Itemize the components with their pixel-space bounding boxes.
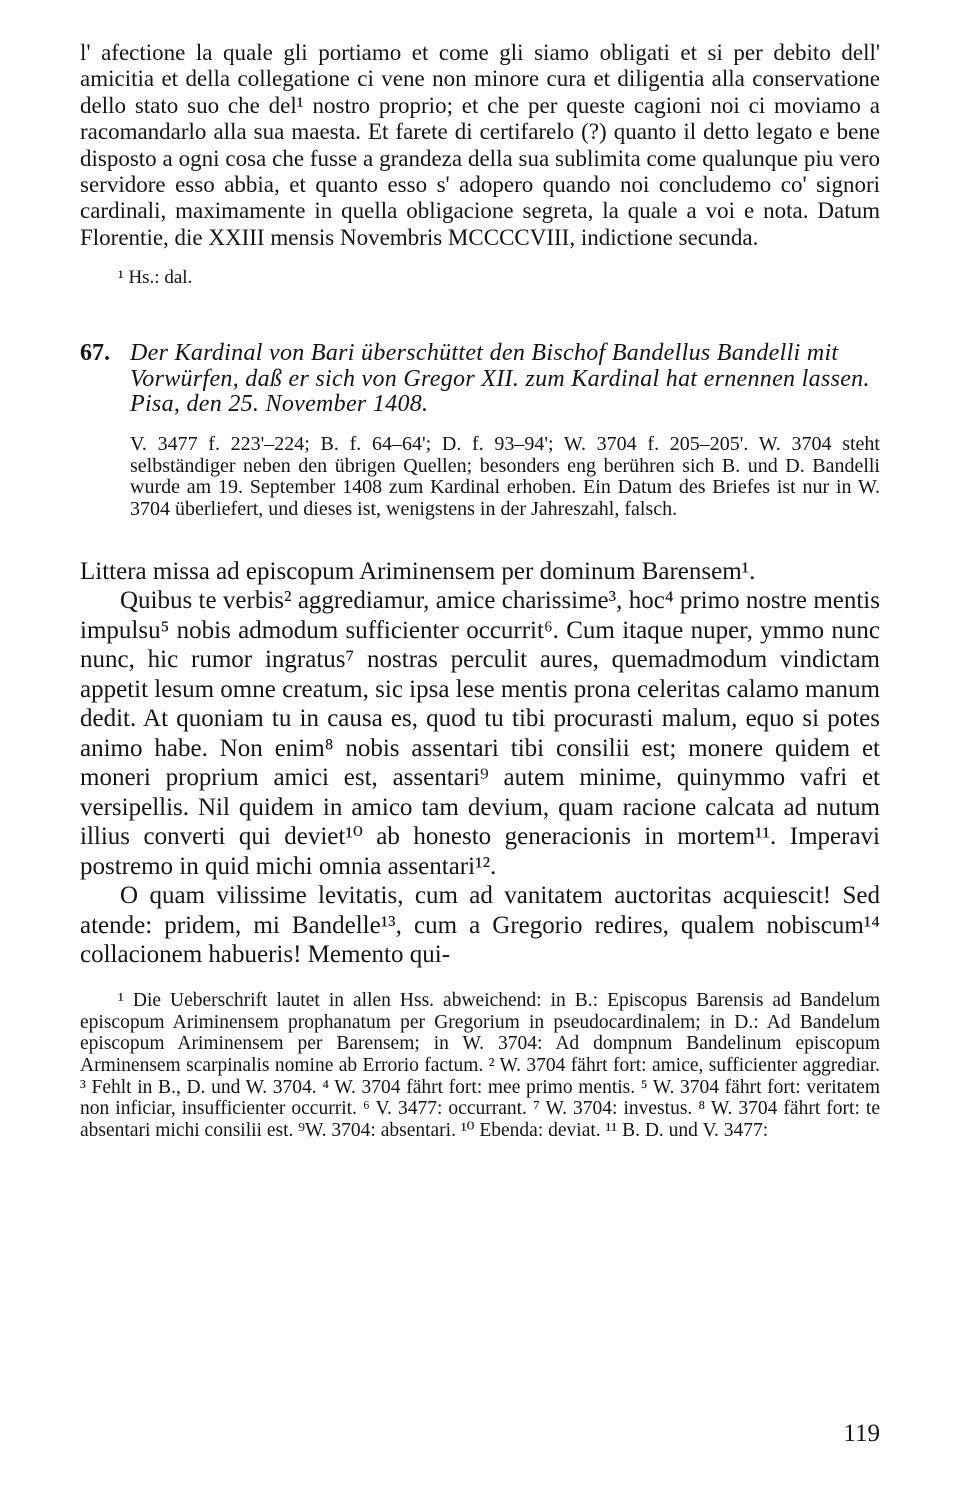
footnotes <box>80 990 880 1142</box>
letter-paragraph-2: O quam vilissime levitatis, cum ad vanitatem auctoritas acquiescit! Sed atende: pridem, mi Bandelle¹³, cum a Gregorio redires, qualem nobiscum¹⁴ collacionem habueris! Memento qui- <box>80 882 880 969</box>
document-title: Der Kardinal von Bari überschüttet den Bischof Bandellus Bandelli mit Vorwürfen, daß er sich von Gregor XII. zum Kardinal hat ernennen lassen. Pisa, den 25. November 1408. <box>130 340 870 418</box>
document-sources: V. 3477 f. 223'–224; B. f. 64–64'; D. f. 93–94'; W. 3704 f. 205–205'. W. 3704 steht selbständiger neben den übrigen Quellen; besonders eng berühren sich B. und D. Bandelli wurde am 19. September 1408 zum Kardinal erhoben. Ein Datum des Briefes ist nur in W. 3704 überliefert, und dieses ist, wenigstens in der Jahreszahl, falsch. <box>130 432 880 521</box>
continued-letter-text: l' afectione la quale gli portiamo et come gli siamo obligati et si per debito dell' amicitia et della collegatione ci vene non minore cura et diligentia alla conservatione dello stato suo che del¹ nostro proprio; et che per queste cagioni noi ci moviamo a racomandarlo alla sua maesta. Et farete di certifarelo (?) quanto il detto legato e bene disposto a ogni cosa che fusse a grandeza della sua sublimita come qualunque piu vero servidore esso abbia, et quanto esso s' adopero quando noi concludemo co' signori cardinali, maximamente in quella obligacione segreta, la quale a voi e nota. Datum Florentie, die XXIII mensis Novembris MCCCCVIII, indictione secunda. <box>80 40 880 250</box>
continued-letter-footnote: ¹ Hs.: dal. <box>118 267 193 289</box>
document-number: 67. <box>80 340 110 367</box>
page-number: 119 <box>843 1420 880 1447</box>
document-heading <box>80 341 880 418</box>
letter-heading: Littera missa ad episcopum Ariminensem per dominum Barensem¹. <box>80 557 756 585</box>
page <box>80 40 880 1142</box>
footnote-block: ¹ Die Ueberschrift lautet in allen Hss. abweichend: in B.: Episcopus Barensis ad Bandelum episcopum Ariminensem prophanatum per Gregorium in pseudocardinalem; in D.: Ad Bandelum episcopum Ariminensem per Barensem; in W. 3704: Ad dompnum Bandelinum episcopum Arminensem scarpinalis nomine ab Errorio factum. ² W. 3704 fährt fort: amice, sufficienter aggrediar. ³ Fehlt in B., D. und W. 3704. ⁴ W. 3704 fährt fort: mee primo mentis. ⁵ W. 3704 fährt fort: veritatem non inficiar, insufficienter occurrit. ⁶ V. 3477: occurrant. ⁷ W. 3704: investus. ⁸ W. 3704 fährt fort: te absentari michi consilii est. ⁹W. 3704: absentari. ¹⁰ Ebenda: deviat. ¹¹ B. D. und V. 3477: <box>80 989 880 1142</box>
letter-paragraph-1: Quibus te verbis² aggrediamur, amice charissime³, hoc⁴ primo nostre mentis impulsu⁵ nobis admodum sufficienter occurrit⁶. Cum itaque nuper, ymmo nunc nunc, hic rumor ingratus⁷ nostras perculit aures, quemadmodum vindictam appetit lesum omne creatum, sic ipsa lese mentis prona celeritas calamo manum dedit. At quoniam tu in causa es, quod tu tibi procurasti malum, equo si potes animo habe. Non enim⁸ nobis assentari tibi consilii est; monere quidem et moneri proprium amici est, assentari⁹ autem minime, quinymmo vafri et versipellis. Nil quidem in amico tam devium, quam racione calcata ad nutum illius converti qui deviet¹⁰ ab honesto generacionis in mortem¹¹. Imperavi postremo in quid michi omnia assentari¹². <box>80 587 880 880</box>
